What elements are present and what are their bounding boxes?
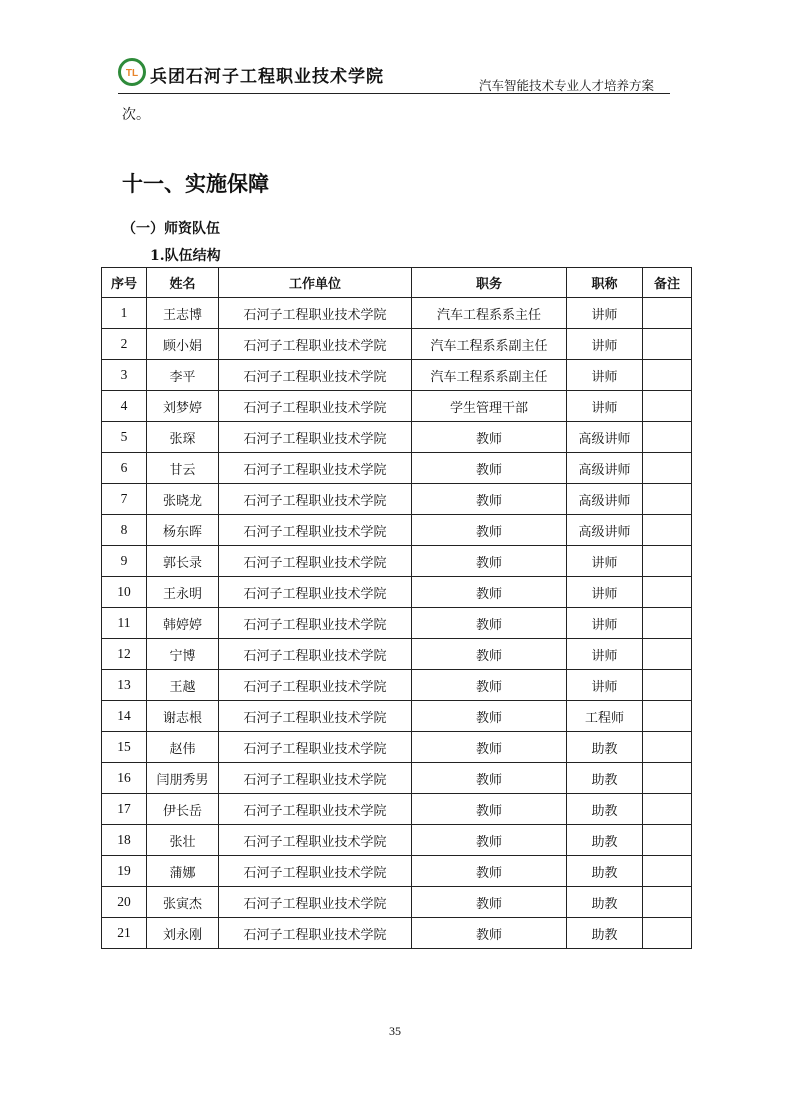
table-row [102,732,692,763]
cell-workplace: 石河子工程职业技术学院 [219,329,412,360]
cell-remarks [643,484,692,515]
cell-index: 7 [102,484,147,515]
continuation-text: 次。 [122,107,150,123]
column-header-remarks: 备注 [643,268,692,298]
cell-title: 讲师 [567,670,643,701]
cell-remarks [643,453,692,484]
cell-index: 14 [102,701,147,732]
cell-workplace: 石河子工程职业技术学院 [219,763,412,794]
school-name: 兵团石河子工程职业技术学院 [150,67,384,87]
cell-position: 教师 [412,639,567,670]
table-row [102,701,692,732]
table-row [102,453,692,484]
cell-index: 11 [102,608,147,639]
cell-position: 汽车工程系系副主任 [412,329,567,360]
cell-name: 王越 [147,670,219,701]
cell-title: 讲师 [567,329,643,360]
cell-name: 谢志根 [147,701,219,732]
page-number: 35 [389,1024,401,1038]
cell-name: 杨东晖 [147,515,219,546]
cell-title: 助教 [567,763,643,794]
cell-remarks [643,763,692,794]
header-divider [118,93,670,94]
column-header-title: 职称 [567,268,643,298]
table-row [102,546,692,577]
cell-index: 12 [102,639,147,670]
cell-position: 教师 [412,732,567,763]
cell-position: 教师 [412,546,567,577]
cell-index: 16 [102,763,147,794]
cell-remarks [643,329,692,360]
cell-remarks [643,391,692,422]
cell-workplace: 石河子工程职业技术学院 [219,732,412,763]
cell-remarks [643,360,692,391]
cell-title: 高级讲师 [567,515,643,546]
cell-position: 教师 [412,453,567,484]
cell-name: 刘永刚 [147,918,219,949]
cell-index: 10 [102,577,147,608]
cell-position: 教师 [412,701,567,732]
cell-title: 助教 [567,794,643,825]
cell-remarks [643,298,692,329]
cell-workplace: 石河子工程职业技术学院 [219,422,412,453]
cell-remarks [643,918,692,949]
cell-name: 张壮 [147,825,219,856]
staff-table [101,267,692,949]
cell-title: 高级讲师 [567,422,643,453]
table-row [102,763,692,794]
cell-position: 教师 [412,515,567,546]
cell-name: 闫朋秀男 [147,763,219,794]
cell-position: 教师 [412,794,567,825]
table-row [102,484,692,515]
cell-title: 讲师 [567,639,643,670]
cell-workplace: 石河子工程职业技术学院 [219,484,412,515]
cell-remarks [643,422,692,453]
cell-remarks [643,856,692,887]
cell-title: 讲师 [567,546,643,577]
cell-name: 张晓龙 [147,484,219,515]
table-row [102,856,692,887]
cell-workplace: 石河子工程职业技术学院 [219,360,412,391]
cell-title: 高级讲师 [567,484,643,515]
cell-index: 19 [102,856,147,887]
cell-remarks [643,608,692,639]
cell-title: 讲师 [567,577,643,608]
cell-index: 17 [102,794,147,825]
cell-position: 学生管理干部 [412,391,567,422]
cell-position: 汽车工程系系主任 [412,298,567,329]
cell-workplace: 石河子工程职业技术学院 [219,391,412,422]
cell-name: 郭长录 [147,546,219,577]
cell-index: 6 [102,453,147,484]
cell-position: 教师 [412,484,567,515]
cell-position: 教师 [412,577,567,608]
table-row [102,422,692,453]
cell-index: 8 [102,515,147,546]
column-header-name: 姓名 [147,268,219,298]
cell-name: 伊长岳 [147,794,219,825]
cell-position: 教师 [412,918,567,949]
cell-workplace: 石河子工程职业技术学院 [219,825,412,856]
cell-workplace: 石河子工程职业技术学院 [219,887,412,918]
cell-title: 助教 [567,856,643,887]
table-row [102,794,692,825]
cell-position: 教师 [412,763,567,794]
table-row [102,515,692,546]
cell-workplace: 石河子工程职业技术学院 [219,918,412,949]
cell-remarks [643,825,692,856]
cell-remarks [643,887,692,918]
cell-name: 张寅杰 [147,887,219,918]
cell-name: 韩婷婷 [147,608,219,639]
cell-name: 李平 [147,360,219,391]
cell-name: 宁博 [147,639,219,670]
table-row [102,639,692,670]
column-header-workplace: 工作单位 [219,268,412,298]
table-row [102,670,692,701]
logo-letters: TL [125,68,139,79]
cell-index: 18 [102,825,147,856]
cell-name: 王永明 [147,577,219,608]
column-header-position: 职务 [412,268,567,298]
cell-position: 教师 [412,825,567,856]
cell-name: 甘云 [147,453,219,484]
cell-index: 15 [102,732,147,763]
cell-index: 20 [102,887,147,918]
cell-position: 教师 [412,670,567,701]
cell-workplace: 石河子工程职业技术学院 [219,453,412,484]
cell-title: 助教 [567,887,643,918]
cell-remarks [643,546,692,577]
cell-title: 助教 [567,732,643,763]
cell-workplace: 石河子工程职业技术学院 [219,298,412,329]
cell-name: 刘梦婷 [147,391,219,422]
cell-workplace: 石河子工程职业技术学院 [219,639,412,670]
cell-title: 讲师 [567,298,643,329]
table-body [102,298,692,949]
cell-title: 工程师 [567,701,643,732]
school-logo-icon [118,58,146,86]
cell-title: 讲师 [567,608,643,639]
cell-position: 教师 [412,856,567,887]
cell-workplace: 石河子工程职业技术学院 [219,670,412,701]
cell-workplace: 石河子工程职业技术学院 [219,546,412,577]
table-row [102,329,692,360]
cell-remarks [643,515,692,546]
cell-index: 2 [102,329,147,360]
subsubsection-title: 1.队伍结构 [150,248,221,264]
cell-index: 13 [102,670,147,701]
table-header [102,268,692,298]
page-header [118,56,670,94]
cell-index: 5 [102,422,147,453]
cell-name: 张琛 [147,422,219,453]
cell-title: 助教 [567,918,643,949]
cell-remarks [643,732,692,763]
table-row [102,577,692,608]
cell-name: 蒲娜 [147,856,219,887]
cell-workplace: 石河子工程职业技术学院 [219,608,412,639]
header-row [102,268,692,298]
cell-name: 王志博 [147,298,219,329]
table-row [102,298,692,329]
cell-remarks [643,670,692,701]
cell-position: 教师 [412,422,567,453]
subsection-title: （一）师资队伍 [122,221,220,237]
cell-title: 助教 [567,825,643,856]
cell-position: 教师 [412,887,567,918]
table-row [102,360,692,391]
cell-workplace: 石河子工程职业技术学院 [219,856,412,887]
document-title: 汽车智能技术专业人才培养方案 [478,78,654,93]
cell-remarks [643,794,692,825]
cell-workplace: 石河子工程职业技术学院 [219,577,412,608]
cell-title: 高级讲师 [567,453,643,484]
cell-remarks [643,577,692,608]
cell-workplace: 石河子工程职业技术学院 [219,701,412,732]
cell-title: 讲师 [567,391,643,422]
table-row [102,608,692,639]
cell-position: 汽车工程系系副主任 [412,360,567,391]
cell-position: 教师 [412,608,567,639]
cell-workplace: 石河子工程职业技术学院 [219,794,412,825]
cell-index: 3 [102,360,147,391]
cell-name: 赵伟 [147,732,219,763]
table-row [102,825,692,856]
table-row [102,887,692,918]
cell-title: 讲师 [567,360,643,391]
cell-index: 1 [102,298,147,329]
cell-index: 9 [102,546,147,577]
section-title: 十一、实施保障 [122,172,269,196]
cell-remarks [643,701,692,732]
table-row [102,391,692,422]
table-row [102,918,692,949]
cell-workplace: 石河子工程职业技术学院 [219,515,412,546]
cell-remarks [643,639,692,670]
column-header-index: 序号 [102,268,147,298]
cell-index: 21 [102,918,147,949]
cell-name: 顾小娟 [147,329,219,360]
cell-index: 4 [102,391,147,422]
